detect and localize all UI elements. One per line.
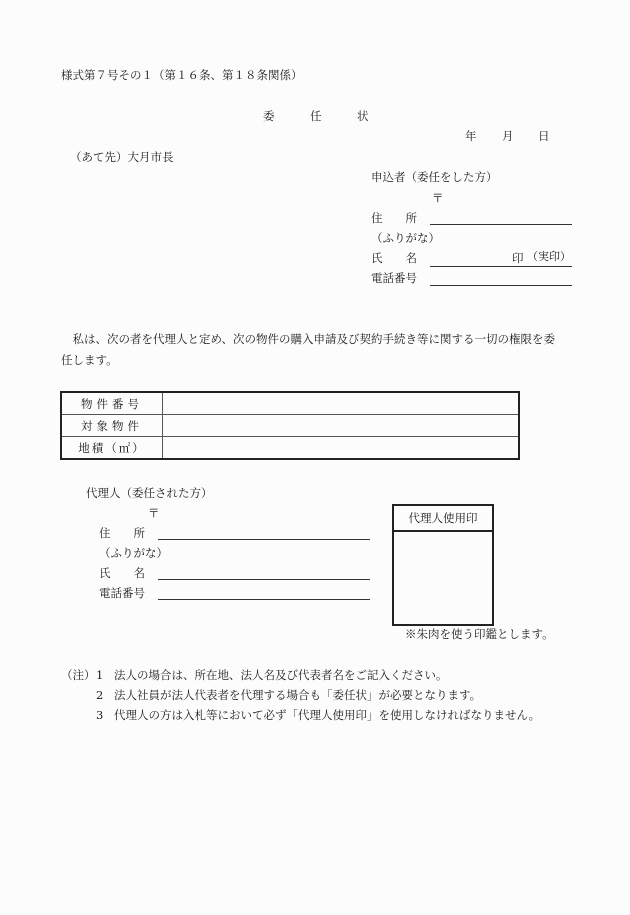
land-area-value[interactable] — [163, 437, 520, 460]
seal-note: （実印） — [527, 250, 571, 263]
note-2-text: 法人社員が法人代表者を代理する場合も「委任状」が必要となります。 — [114, 688, 482, 702]
target-property-value[interactable] — [163, 415, 520, 437]
agent-phone-label: 電話番号 — [99, 586, 145, 600]
property-table — [60, 391, 520, 460]
date-year: 年 — [465, 129, 477, 143]
agent-seal-box[interactable] — [392, 504, 494, 626]
agent-phone-field[interactable] — [158, 599, 370, 600]
applicant-phone-field[interactable] — [430, 285, 572, 286]
table-row — [61, 437, 519, 460]
applicant-address-field[interactable] — [430, 224, 572, 225]
applicant-address-label: 住 所 — [371, 211, 417, 225]
note-3-text: 代理人の方は入札等において必ず「代理人使用印」を使用しなければなりません。 — [114, 708, 541, 722]
applicant-heading: 申込者（委任をした方） — [371, 170, 498, 184]
title-char-3: 状 — [357, 109, 369, 123]
agent-seal-heading: 代理人使用印 — [394, 506, 492, 532]
note-3-number: 3 — [96, 708, 104, 722]
applicant-furigana-label: （ふりがな） — [371, 231, 440, 245]
applicant-name-field[interactable] — [430, 266, 572, 267]
note-1-number: 1 — [96, 668, 104, 682]
table-row — [61, 415, 519, 437]
agent-address-field[interactable] — [158, 539, 370, 540]
statement-line-1: 私は、次の者を代理人と定め、次の物件の購入申請及び契約手続き等に関する一切の権限を委 — [61, 332, 556, 346]
table-row — [61, 392, 519, 415]
agent-name-label: 氏 名 — [99, 566, 145, 580]
statement-line-2: 任します。 — [61, 353, 118, 367]
target-property-label: 対象物件 — [61, 415, 163, 437]
date-month: 月 — [502, 129, 514, 143]
agent-address-label: 住 所 — [99, 526, 145, 540]
applicant-phone-label: 電話番号 — [371, 271, 417, 285]
agent-seal-note: ※朱肉を使う印鑑とします。 — [405, 627, 554, 641]
applicant-name-label: 氏 名 — [371, 251, 417, 265]
addressee: （あて先）大月市長 — [70, 150, 174, 164]
property-number-label: 物件番号 — [61, 392, 163, 415]
date-day: 日 — [538, 129, 550, 143]
agent-postal-mark: 〒 — [148, 506, 160, 520]
land-area-label: 地積（㎡） — [61, 437, 163, 460]
agent-furigana-label: （ふりがな） — [99, 546, 168, 560]
form-number: 様式第７号その１（第１６条、第１８条関係） — [61, 68, 303, 82]
agent-heading: 代理人（委任された方） — [86, 486, 213, 500]
title-char-2: 任 — [310, 109, 322, 123]
note-2-number: 2 — [96, 688, 104, 702]
note-1-text: 法人の場合は、所在地、法人名及び代表者名をご記入ください。 — [114, 668, 448, 682]
title-char-1: 委 — [263, 109, 275, 123]
applicant-postal-mark: 〒 — [432, 191, 444, 205]
seal-mark: 印 — [512, 251, 524, 265]
agent-name-field[interactable] — [158, 579, 370, 580]
notes-label: （注） — [61, 668, 96, 682]
property-number-value[interactable] — [163, 392, 520, 415]
